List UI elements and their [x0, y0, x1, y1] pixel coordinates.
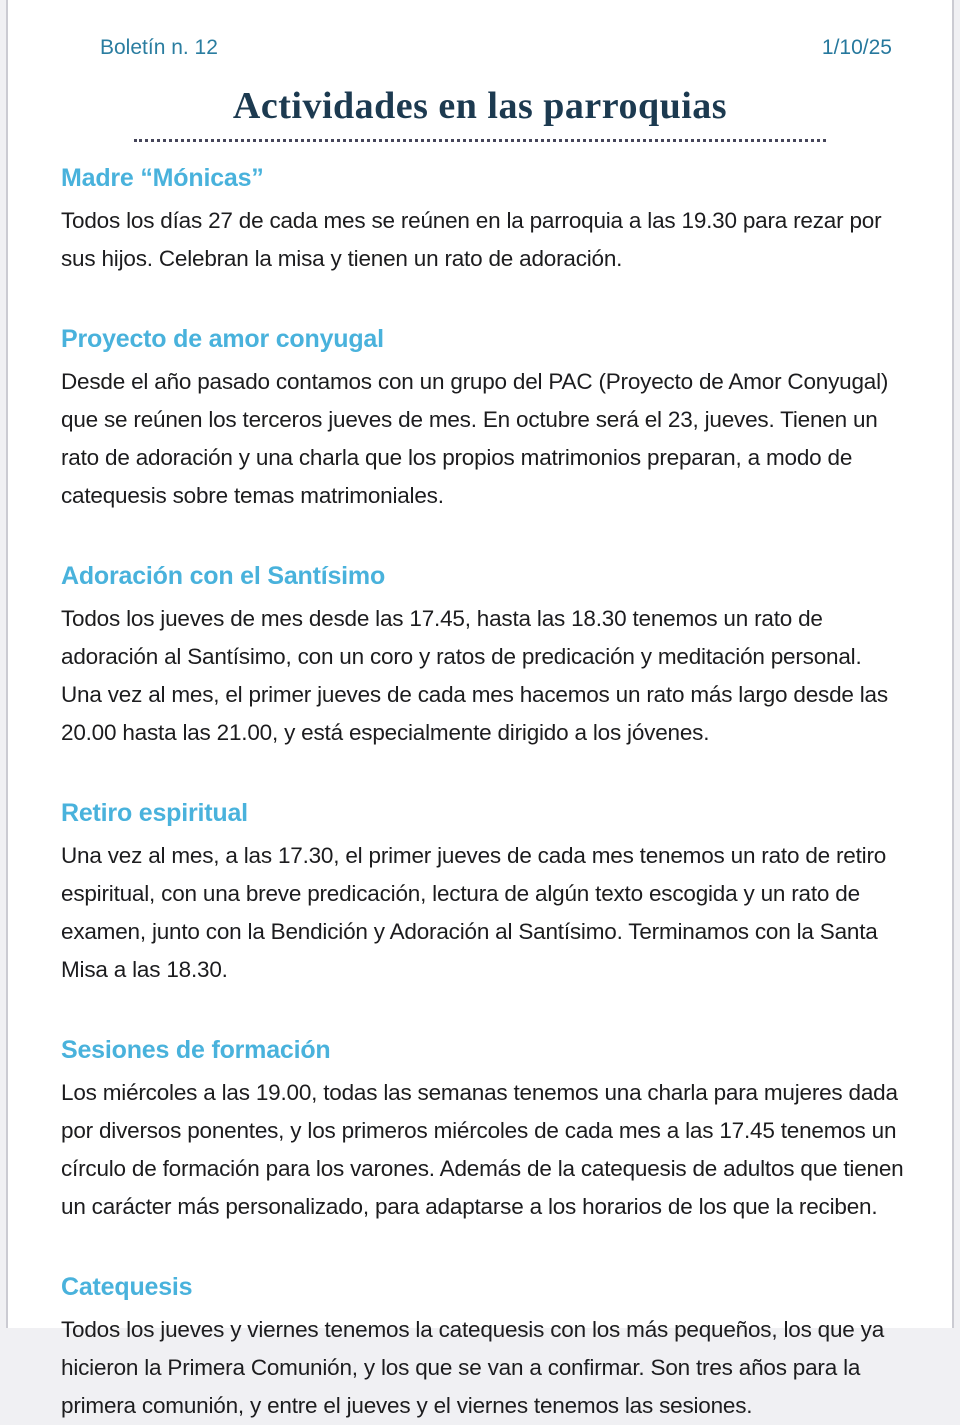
section-madre-monicas: [61, 164, 908, 278]
header-date: 1/10/25: [821, 36, 892, 59]
section-adoracion-santisimo: [61, 562, 908, 752]
section-heading: Adoración con el Santísimo: [61, 562, 386, 590]
section-heading: Sesiones de formación: [61, 1036, 331, 1064]
document-content: [8, 164, 952, 1425]
section-heading: Proyecto de amor conyugal: [61, 325, 384, 353]
section-body: Todos los jueves y viernes tenemos la catequesis con los más pequeños, los que ya hicieron la Primera Comunión, y los que se van a confirmar. Son tres años para la primera comunión, y entre el jueves y el viernes tenemos las sesiones.: [61, 1317, 885, 1418]
section-catequesis: [61, 1273, 908, 1425]
section-body: Desde el año pasado contamos con un grupo del PAC (Proyecto de Amor Conyugal) que se reúnen los terceros jueves de mes. En octubre será el 23, jueves. Tienen un rato de adoración y una charla que los propios matrimonios preparan, a modo de catequesis sobre temas matrimoniales.: [61, 369, 889, 508]
section-sesiones-formacion: [61, 1036, 908, 1226]
section-retiro-espiritual: [61, 799, 908, 989]
document-page: [6, 0, 954, 1418]
section-heading: Madre “Mónicas”: [61, 164, 264, 192]
section-proyecto-amor-conyugal: [61, 325, 908, 515]
section-body: Una vez al mes, a las 17.30, el primer jueves de cada mes tenemos un rato de retiro espiritual, con una breve predicación, lectura de algún texto escogida y un rato de examen, junto con la Bendición y Adoración al Santísimo. Terminamos con la Santa Misa a las 18.30.: [61, 843, 887, 982]
dotted-divider: [134, 139, 826, 142]
section-heading: Retiro espiritual: [61, 799, 248, 827]
section-body: Todos los días 27 de cada mes se reúnen en la parroquia a las 19.30 para rezar por sus hijos. Celebran la misa y tienen un rato de adoración.: [61, 208, 882, 271]
section-heading: Catequesis: [61, 1273, 193, 1301]
page-header: [8, 0, 952, 60]
page-title: Actividades en las parroquias: [232, 85, 728, 127]
section-body: Los miércoles a las 19.00, todas las semanas tenemos una charla para mujeres dada por diversos ponentes, y los primeros miércoles de cada mes a las 17.45 tenemos un círculo de formación para los varones. Además de la catequesis de adultos que tienen un carácter más personalizado, para adaptarse a los horarios de los que la reciben.: [61, 1080, 904, 1219]
section-body: Todos los jueves de mes desde las 17.45, hasta las 18.30 tenemos un rato de adoración al Santísimo, con un coro y ratos de predicación y meditación personal. Una vez al mes, el primer jueves de cada mes hacemos un rato más largo desde las 20.00 hasta las 21.00, y está especialmente dirigido a los jóvenes.: [61, 606, 888, 745]
bulletin-number: Boletín n. 12: [100, 36, 218, 59]
